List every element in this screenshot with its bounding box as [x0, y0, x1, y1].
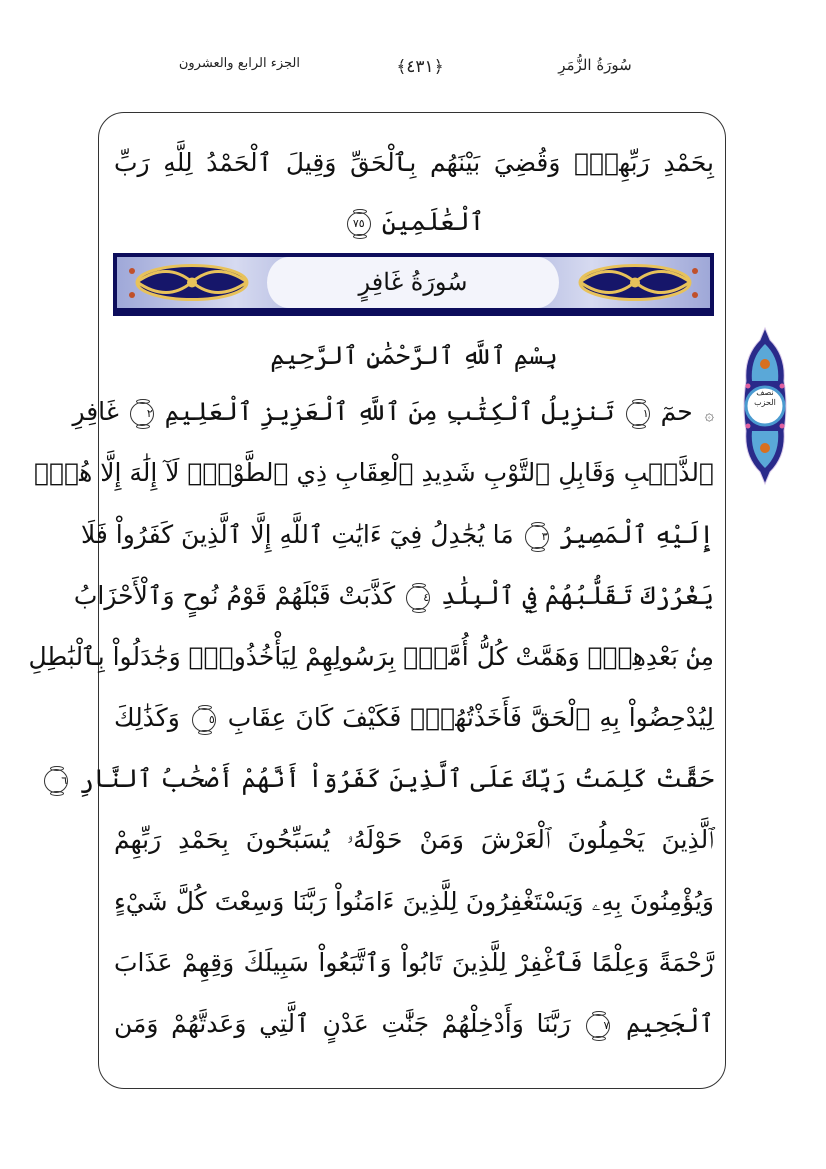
line-text: كَذَّبَتْ قَبْلَهُمْ قَوْمُ نُوحٍ وَٱلْأَحْزَابُ	[73, 581, 396, 610]
header-surah-name: سُورَةُ الزُّمَرِ	[558, 56, 632, 74]
header-juz-name: الجزء الرابع والعشرون	[178, 56, 300, 71]
hizb-star-icon: ۞	[704, 405, 714, 424]
verse-end-marker: ٦	[44, 769, 68, 793]
line-text: إِلَيْهِ ٱلْمَصِيرُ	[559, 520, 714, 549]
verse-end-marker: ٤	[406, 586, 430, 610]
arabesque-ornament-icon	[570, 261, 700, 304]
surah-title-banner	[113, 253, 714, 316]
text-line	[114, 943, 714, 987]
text-line	[28, 637, 714, 681]
line-text: بِحَمْدِ رَبِّهِمْۖ وَقُضِيَ بَيْنَهُم بِٱلْحَقِّ وَقِيلَ ٱلْحَمْدُ لِلَّهِ رَبِّ	[114, 148, 714, 177]
text-line	[80, 515, 714, 559]
line-text: ٱلَّذِينَ يَحْمِلُونَ ٱلْعَرْشَ وَمَنْ حَوْلَهُۥ يُسَبِّحُونَ بِحَمْدِ رَبِّهِمْ	[114, 825, 714, 854]
line-text: ٱلْعَٰلَمِينَ	[381, 207, 485, 236]
surah-title: سُورَةُ غَافِرٍ	[267, 257, 559, 308]
line-text: وَكَذَٰلِكَ	[114, 703, 180, 732]
line-text: لِيُدْحِضُواْ بِهِ ٱلْحَقَّ فَأَخَذْتُهُمْۖ فَكَيْفَ كَانَ عِقَابِ	[227, 703, 715, 732]
verse-end-marker: ٣	[525, 525, 549, 549]
text-line	[73, 576, 714, 620]
hizb-label	[749, 388, 781, 408]
hizb-label-line1: نصف	[756, 388, 774, 397]
line-text: مَا يُجَٰدِلُ فِيٓ ءَايَٰتِ ٱللَّهِ إِلَّا ٱلَّذِينَ كَفَرُواْ فَلَا	[80, 520, 514, 549]
verse-end-marker: ٧	[586, 1014, 610, 1038]
arabesque-ornament-icon	[127, 261, 257, 304]
text-line	[114, 882, 714, 926]
basmala-line	[114, 336, 714, 380]
line-text: حمٓ	[660, 397, 693, 426]
text-line	[114, 820, 714, 864]
line-text: ٱلذَّنۢبِ وَقَابِلِ ٱلتَّوْبِ شَدِيدِ ٱلْعِقَابِ ذِي ٱلطَّوْلِۖ لَآ إِلَٰهَ إِلَّا هُوَۖ	[34, 458, 714, 487]
line-text: بِسْمِ ٱللَّهِ ٱلرَّحْمَٰنِ ٱلرَّحِيمِ	[270, 341, 558, 370]
line-text: ٱلْجَحِيمِ	[626, 1009, 714, 1038]
line-text: غَافِرِ	[72, 397, 119, 426]
line-text: مِنۢ بَعْدِهِمْۖ وَهَمَّتْ كُلُّ أُمَّةٍۭ بِرَسُولِهِمْ لِيَأْخُذُوهُۖ وَجَٰدَلُواْ بِٱلْبَٰطِلِ	[28, 642, 714, 671]
line-text: تَنزِيلُ ٱلْكِتَٰبِ مِنَ ٱللَّهِ ٱلْعَزِيزِ ٱلْعَلِيمِ	[164, 397, 615, 426]
half-hizb-marker	[740, 326, 790, 486]
line-text: رَبَّنَا وَأَدْخِلْهُمْ جَنَّٰتِ عَدْنٍ ٱلَّتِي وَعَدتَّهُمْ وَمَن	[114, 1009, 571, 1038]
text-line	[34, 453, 714, 497]
line-text: وَيُؤْمِنُونَ بِهِۦ وَيَسْتَغْفِرُونَ لِلَّذِينَ ءَامَنُواْ رَبَّنَا وَسِعْتَ كُلَّ شَيْءٍ	[114, 887, 714, 916]
verse-end-marker: ١	[626, 402, 650, 426]
verse-end-marker: ٢	[130, 402, 154, 426]
verse-end-marker: ٥	[192, 708, 216, 732]
hizb-label-line2: الحزب	[754, 398, 776, 407]
verse-end-marker: ٧٥	[347, 212, 371, 236]
page-number: ﴿٤٣١﴾	[396, 57, 444, 77]
text-line	[61, 759, 714, 803]
text-line	[114, 202, 714, 246]
banner-ornament	[117, 257, 710, 308]
text-line	[114, 1004, 714, 1048]
text-line	[114, 143, 714, 187]
text-line	[114, 698, 714, 742]
line-text: رَّحْمَةً وَعِلْمًا فَٱغْفِرْ لِلَّذِينَ تَابُواْ وَٱتَّبَعُواْ سَبِيلَكَ وَقِهِمْ عَذَابَ	[114, 948, 714, 977]
line-text: حَقَّتْ كَلِمَتُ رَبِّكَ عَلَى ٱلَّذِينَ كَفَرُوٓاْ أَنَّهُمْ أَصْحَٰبُ ٱلنَّارِ	[79, 764, 714, 793]
text-line	[72, 392, 714, 436]
line-text: يَغْرُرْكَ تَقَلُّبُهُمْ فِي ٱلْبِلَٰدِ	[441, 581, 714, 610]
